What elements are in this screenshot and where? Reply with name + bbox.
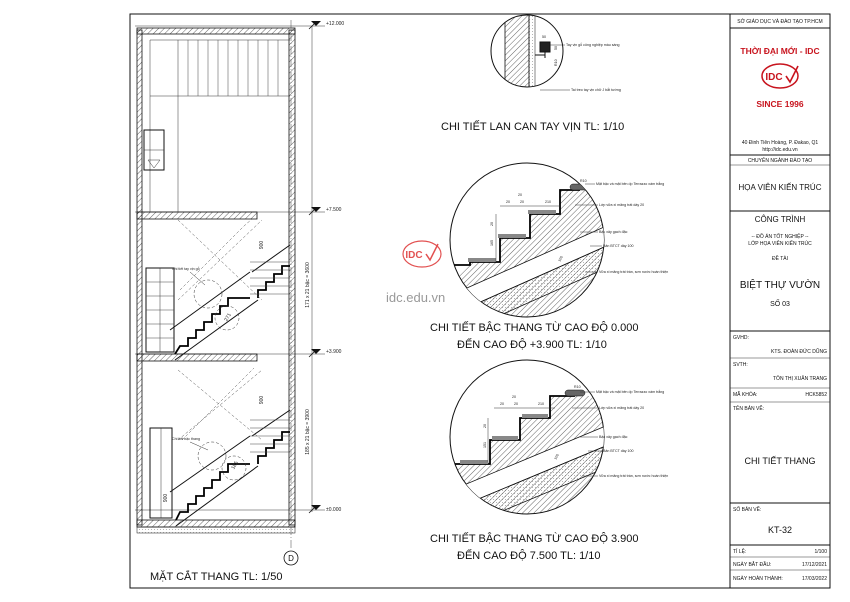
watermark-url: idc.edu.vn [386,290,446,305]
step2-dim-210: 210 [538,402,544,406]
tb-start-date: 17/12/2021 [801,562,827,568]
tb-website: http://idc.edu.vn [762,147,798,153]
tb-address: 40 Đinh Tiên Hoàng, P. Đakao, Q1 [741,140,819,146]
step1-dim-20c: 20 [520,200,524,204]
tb-course-label: MÃ KHÓA: [733,392,758,398]
step2-title-line2: ĐẾN CAO ĐỘ 7.500 TL: 1/10 [457,550,601,562]
step1-dim-20d: 20 [490,222,494,226]
step2-note-2: Lớp vữa xi măng trát dày 20 [599,406,645,410]
detail-handrail [441,10,624,133]
step2-title-line1: CHI TIẾT BẬC THANG TỪ CAO ĐỘ 3.900 [430,533,639,545]
level-tag-0000: ±0.000 [326,507,342,513]
level-tag-7500: +7.500 [326,207,342,213]
step1-dim-210: 210 [545,200,551,204]
handrail-dim-2: 50 [554,46,558,50]
step2-dim-20d: 20 [483,424,487,428]
step1-title-line1: CHI TIẾT BẬC THANG TỪ CAO ĐỘ 0.000 [430,322,639,334]
step2-note-1: Mặt bậc và mặt bên ốp Terrazzo xám trắng [596,390,665,394]
step1-dim-r10: R10 [580,179,587,183]
tb-advisor: KTS. ĐOÀN ĐỨC DŨNG [771,349,827,355]
note-step-callout: Chi tiết bậc thang [172,437,200,441]
note-handrail-callout: Chi tiết tay vịn gỗ [172,267,200,271]
dim-upper-flight: 171 x 21 bậc = 3600 [305,262,311,308]
tb-since: SINCE 1996 [756,99,804,109]
tb-school-name: THỜI ĐẠI MỚI - IDC [740,46,820,56]
step1-dim-20b: 20 [506,200,510,204]
step2-dim-151: 151 [483,442,487,448]
tb-project-number: SỐ 03 [770,301,790,308]
detail-step-lower [430,163,668,351]
level-tags [311,21,344,513]
tb-scale: 1/100 [814,549,827,555]
watermark [386,241,445,305]
tb-finish-date: 17/03/2022 [801,576,827,582]
tb-advisor-label: GVHD: [733,335,749,341]
detail-step-upper [430,360,668,562]
grid-axis-label: D [288,554,294,563]
handrail-dim-3: R10 [554,59,558,66]
watermark-logo-text: IDC [405,250,423,261]
title-block [730,14,830,588]
tb-project-name: BIỆT THỰ VƯỜN [739,280,821,291]
dim-railing-lower: 900 [259,395,265,405]
step2-dim-100: 100 [553,453,560,461]
dim-tread-lower: 185 [230,460,240,471]
tb-major: HỌA VIÊN KIẾN TRÚC [738,183,822,192]
tb-course: HCK5852 [805,392,827,398]
stair-section [135,20,344,583]
dim-wall: 900 [163,493,169,503]
step1-note-5: Vữa xi măng trát trần, sơn nước hoàn thiện [599,270,669,274]
step2-dim-20b: 20 [500,402,504,406]
tb-scale-label: TỈ LỆ: [733,549,747,555]
step1-note-4: Bản BTCT dày 100 [603,244,634,248]
dim-lower-flight: 185 x 21 bậc = 3900 [305,409,311,455]
step2-note-3: Bậc xây gạch đặc [599,435,628,439]
step1-dim-165: 165 [490,240,494,246]
handrail-note-1: Tay vịn gỗ công nghiệp màu sáng [566,43,620,47]
handrail-dim-1: 50 [542,35,546,39]
section-title: MẶT CẮT THANG TL: 1/50 [150,571,283,583]
tb-start-label: NGÀY BẮT ĐẦU: [733,562,772,568]
tb-drawing-no: KT-32 [767,525,793,535]
step2-note-4: Bản BTCT dày 100 [603,449,634,453]
tb-training-label: CHUYÊN NGÀNH ĐÀO TẠO [747,158,813,164]
tb-finish-label: NGÀY HOÀN THÀNH: [733,576,783,582]
tb-project-label: CÔNG TRÌNH [754,215,806,224]
level-tag-3900: +3.900 [326,349,342,355]
step1-dim-100: 100 [557,255,564,263]
tb-student-label: SVTH: [733,362,748,368]
tb-department: SỞ GIÁO DỤC VÀ ĐÀO TẠO TP.HCM [737,19,823,25]
level-tag-12000: +12.000 [326,21,345,27]
tb-topic-label: ĐỀ TÀI [771,256,789,262]
step1-note-2: Lớp vữa xi măng trát dày 20 [599,203,645,207]
tb-project-line2: LỚP HỌA VIÊN KIẾN TRÚC [748,241,812,247]
step1-note-3: Bậc xây gạch đặc [599,230,628,234]
tb-logo-text: IDC [765,72,783,83]
dim-tread-upper: 271 [223,312,233,323]
dim-railing-upper: 900 [259,240,265,250]
step2-dim-20a: 20 [512,395,516,399]
tb-drawing-no-label: SỐ BẢN VẼ: [733,507,762,513]
step2-dim-20c: 20 [514,402,518,406]
step1-dim-20a: 20 [518,193,522,197]
tb-drawing-name-label: TÊN BẢN VẼ: [733,406,765,412]
step1-title-line2: ĐẾN CAO ĐỘ +3.900 TL: 1/10 [457,339,607,351]
step2-note-5: Vữa xi măng trát trần, sơn nước hoàn thiện [599,474,669,478]
handrail-detail-title: CHI TIẾT LAN CAN TAY VỊN TL: 1/10 [441,121,625,133]
step2-dim-r10: R10 [574,385,581,389]
step1-note-1: Mặt bậc và mặt bên ốp Terrazzo xám trắng [596,182,665,186]
tb-drawing-name: CHI TIẾT THANG [744,456,816,466]
tb-student: TÔN THỊ XUÂN TRANG [773,376,827,382]
tb-project-line1: -- ĐỒ ÁN TỐT NGHIỆP -- [751,234,809,240]
handrail-note-2: Tai treo tay vịn chữ J bắt tường [571,88,621,92]
